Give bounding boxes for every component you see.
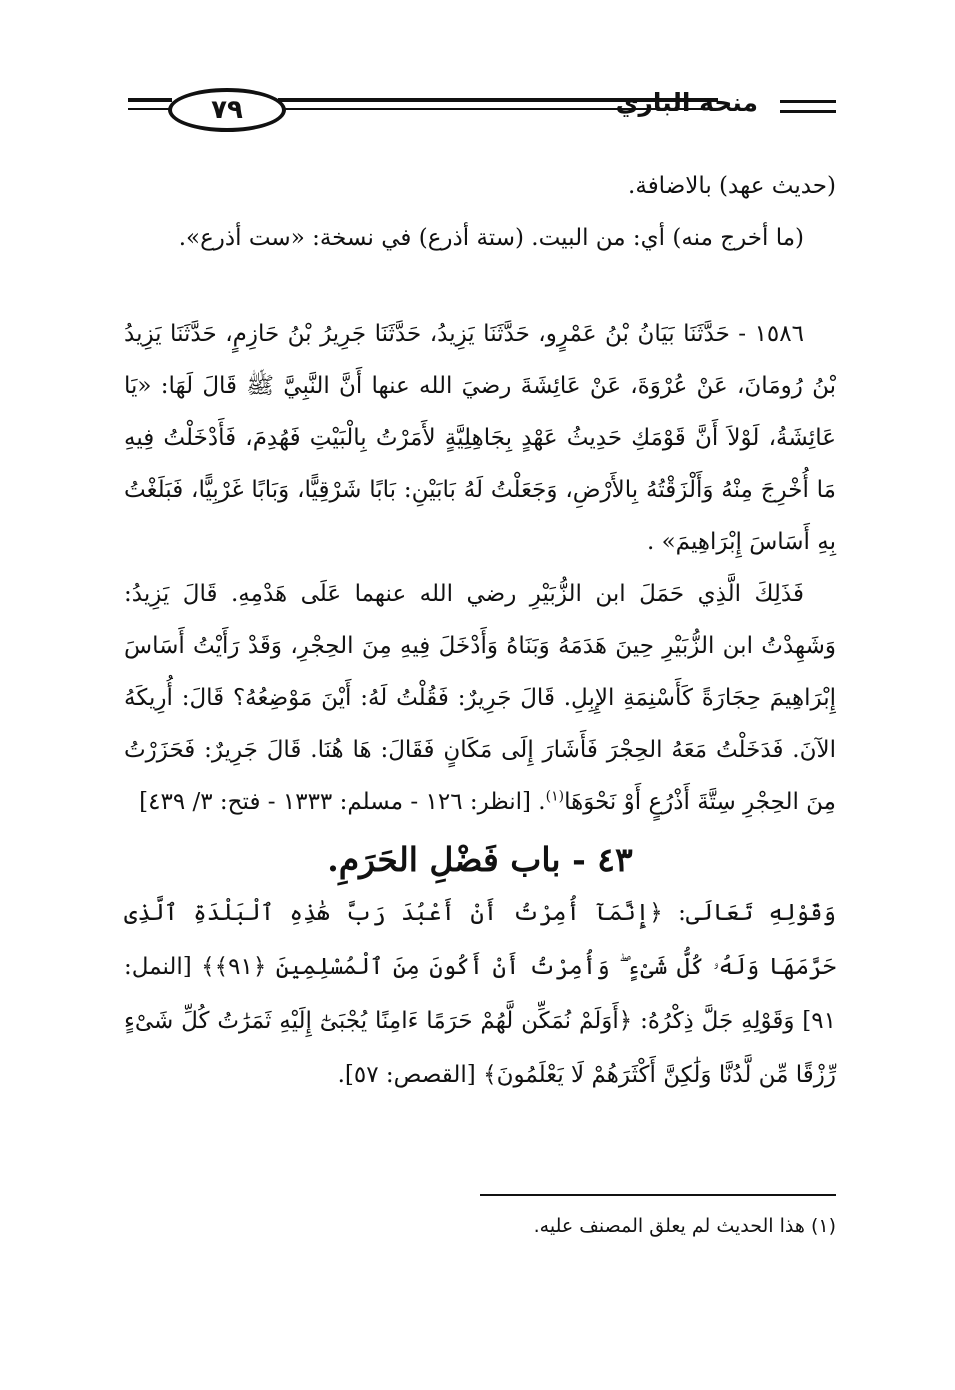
header-dash-top: [780, 100, 836, 103]
continuation-main: فَذَلِكَ الَّذِي حَمَلَ ابن الزُّبَيْرِ رضي الله عنهما عَلَى هَدْمِهِ. قَالَ يَزِيدُ: وَشَهِدْتُ ابن الزُّبَيْرِ حِينَ هَدَمَهُ وَبَنَاهُ وَأَدْخَلَ فِيهِ مِنَ الحِجْرِ، وَقَدْ رَأَيْتُ أَسَاسَ إِبْرَاهِيمَ حِجَارَةً كَأَسْنِمَةِ الإِبِلِ. قَالَ جَرِيرٌ: فَقُلْتُ لَهُ: أَيْنَ مَوْضِعُهُ؟ قَالَ: أُرِيكَهُ الآنَ. فَدَخَلْتُ مَعَهُ الحِجْرَ فَأَشَارَ إِلَى مَكَانٍ فَقَالَ: هَا هُنَا. قَالَ جَرِيرٌ: فَحَزَرْتُ مِنَ الحِجْرِ سِتَّةَ أَذْرُعٍ أَوْ نَحْوَهَا: [124, 581, 836, 815]
quran-verses: وَقَوْلِهِ تَعَالَى: ﴿إِنَّمَآ أُمِرْتُ أَنْ أَعْبُدَ رَبَّ هَٰذِهِ ٱلْبَلْدَةِ ٱلَّذِى حَرَّمَهَا وَلَهُۥ كُلُّ شَىْءٍ ۖ وَأُمِرْتُ أَنْ أَكُونَ مِنَ ٱلْمُسْلِمِينَ ﴿٩١﴾﴾ [النمل: ٩١] وَقَوْلِهِ جَلَّ ذِكْرُهُ: ﴿أَوَلَمْ نُمَكِّن لَّهُمْ حَرَمًا ءَامِنًا يُجْبَىٰٓ إِلَيْهِ ثَمَرَٰتُ كُلِّ شَىْءٍ رِّزْقًا مِّن لَّدُنَّا وَلَٰكِنَّ أَكْثَرَهُمْ لَا يَعْلَمُونَ﴾ [القصص: ٥٧].: [124, 900, 836, 1088]
commentary-line-1: (حديث عهد) بالاضافة.: [628, 173, 836, 199]
commentary-line-2: (ما أخرج منه) أي: من البيت. (ستة أذرع) في نسخة: «ست أذرع».: [178, 225, 804, 251]
page-header: [128, 84, 836, 140]
header-dash-bottom: [780, 110, 836, 113]
chapter-heading: ٤٣ - باب فَضْلِ الحَرَمِ.: [327, 840, 633, 879]
footnote-text: (١) هذا الحديث لم يعلق المصنف عليه.: [533, 1215, 836, 1237]
footnote-divider: [480, 1194, 836, 1196]
page-number: ٧٩: [168, 88, 286, 132]
hadith-1586: [124, 308, 836, 568]
running-title: منحة الباري: [615, 88, 758, 117]
header-rule-left: [128, 98, 172, 102]
footnote-marker: (١): [545, 788, 565, 805]
header-rule-left-thin: [128, 108, 172, 110]
continuation-reference: . [انظر: ١٢٦ - مسلم: ١٣٣٣ - فتح: ٣/ ٤٣٩]: [139, 789, 546, 815]
hadith-continuation: [124, 568, 836, 828]
commentary: [124, 160, 836, 264]
hadith-text: ١٥٨٦ - حَدَّثَنَا بَيَانُ بْنُ عَمْرٍو، حَدَّثَنَا يَزِيدُ، حَدَّثَنَا جَرِيرُ بْنُ حَازِمٍ، حَدَّثَنَا يَزِيدُ بْنُ رُومَانَ، عَنْ عُرْوَةَ، عَنْ عَائِشَةَ رضيَ الله عنها أَنَّ النَّبِيَّ ﷺ قَالَ لَهَا: «يَا عَائِشَةُ، لَوْلاَ أَنَّ قَوْمَكِ حَدِيثُ عَهْدٍ بِجَاهِلِيَّةٍ لأَمَرْتُ بِالْبَيْتِ فَهُدِمَ، فَأَدْخَلْتُ فِيهِ مَا أُخْرِجَ مِنْهُ وَأَلْزَقْتُهُ بِالأَرْضِ، وَجَعَلْتُ لَهُ بَابَيْنِ: بَابًا شَرْقِيًّا، وَبَابًا غَرْبِيًّا، فَبَلَغْتُ بِهِ أَسَاسَ إِبْرَاهِيمَ» .: [124, 321, 836, 555]
continuation-text: [124, 568, 836, 828]
